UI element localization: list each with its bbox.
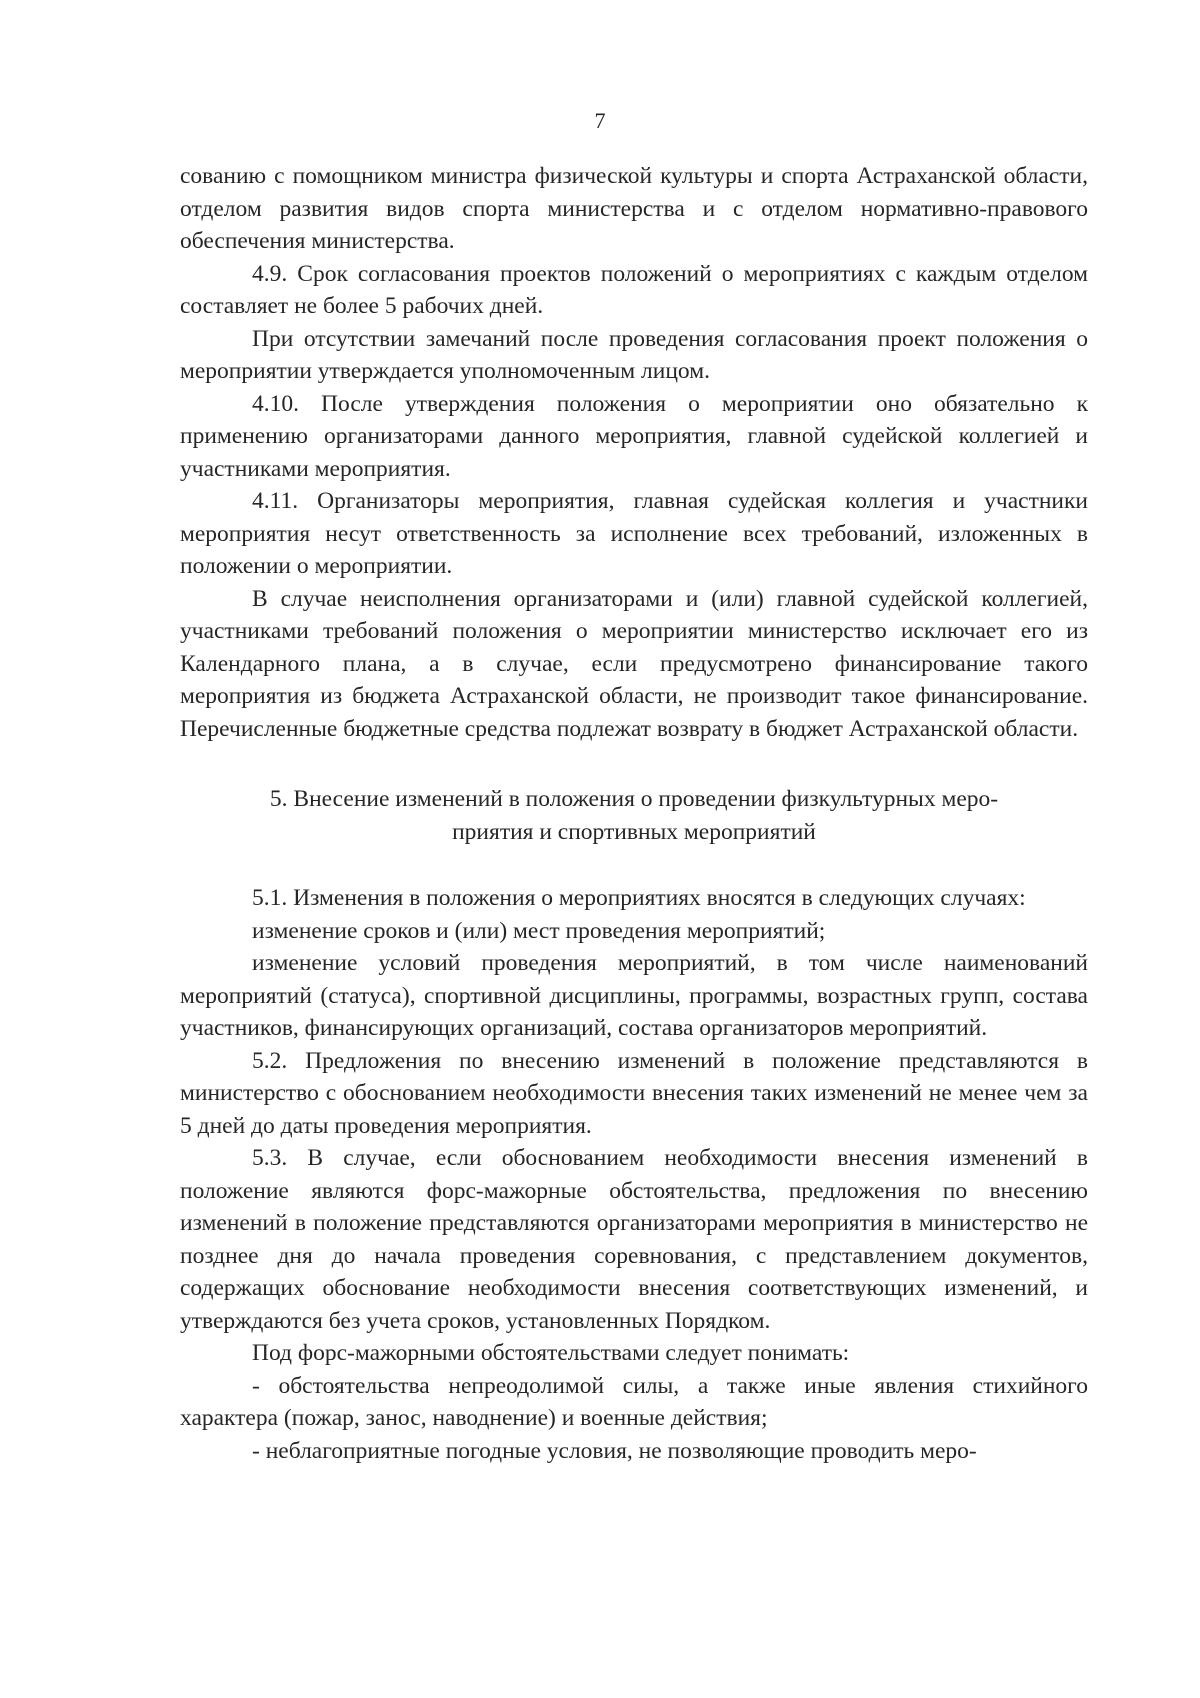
section-heading	[180, 783, 1088, 848]
list-item-force-majeure-2: - неблагоприятные погодные условия, не позволяющие проводить меро-	[252, 1437, 977, 1464]
section-heading-line-1: 5. Внесение изменений в положения о проведении физкультурных меро-	[269, 786, 999, 812]
list-item-force-majeure-1: - обстоятельства непреодолимой силы, а также иные явления стихийного характера (пожар, занос, наводнение) и военные действия;	[180, 1372, 1088, 1431]
paragraph-no-remarks: При отсутствии замечаний после проведения согласования проект положения о мероприятии утверждается уполномоченным лицом.	[180, 325, 1088, 384]
paragraph-continuation: сованию с помощником министра физической культуры и спорта Астраханской области, отделом развития видов спорта министерства и с отделом нормативно-правового обеспечения министерства.	[180, 163, 1088, 254]
paragraph-4-9: 4.9. Срок согласования проектов положений о мероприятиях с каждым отделом составляет не более 5 рабочих дней.	[180, 260, 1088, 319]
section-heading-line-2: приятия и спортивных мероприятий	[452, 818, 816, 845]
paragraph-force-majeure: Под форс-мажорными обстоятельствами следует понимать:	[252, 1340, 850, 1366]
paragraph-4-11: 4.11. Организаторы мероприятия, главная судейская коллегия и участники мероприятия несут ответственность за исполнение всех требований, изложенных в положении о мероприятии.	[180, 488, 1088, 579]
paragraph-5-3: 5.3. В случае, если обоснованием необходимости внесения изменений в положение являются форс-мажорные обстоятельства, предложения по внесению изменений в положение представляются организаторами мероприятия в министерство не позднее дня до начала проведения соревнования, с представлением документов, содержащих обоснование необходимости внесения соответствующих изменений, и утверждаются без учета сроков, установленных Порядком.	[180, 1145, 1088, 1334]
list-item-conditions: изменение условий проведения мероприятий, в том числе наименований мероприятий (статуса), спортивной дисциплины, программы, возрастных групп, состава участников, финансирующих организаций, состава организаторов мероприятий.	[180, 950, 1088, 1041]
paragraph-5-1: 5.1. Изменения в положения о мероприятиях вносятся в следующих случаях:	[252, 885, 1026, 911]
paragraph-5-2: 5.2. Предложения по внесению изменений в положение представляются в министерство с обоснованием необходимости внесения таких изменений не менее чем за 5 дней до даты проведения мероприятия.	[180, 1047, 1088, 1139]
list-item-dates: изменение сроков и (или) мест проведения мероприятий;	[252, 917, 826, 944]
document-body	[180, 160, 1088, 1467]
paragraph-non-compliance: В случае неисполнения организаторами и (или) главной судейской коллегией, участниками требований положения о мероприятии министерство исключает его из Календарного плана, а в случае, если предусмотрено финансирование такого мероприятия из бюджета Астраханской области, не производит такое финансирование. Перечисленные бюджетные средства подлежат возврату в бюджет Астраханской области.	[180, 585, 1088, 742]
paragraph-4-10: 4.10. После утверждения положения о мероприятии оно обязательно к применению организаторами данного мероприятия, главной судейской коллегией и участниками мероприятия.	[180, 390, 1088, 482]
page-number: 7	[594, 108, 606, 133]
